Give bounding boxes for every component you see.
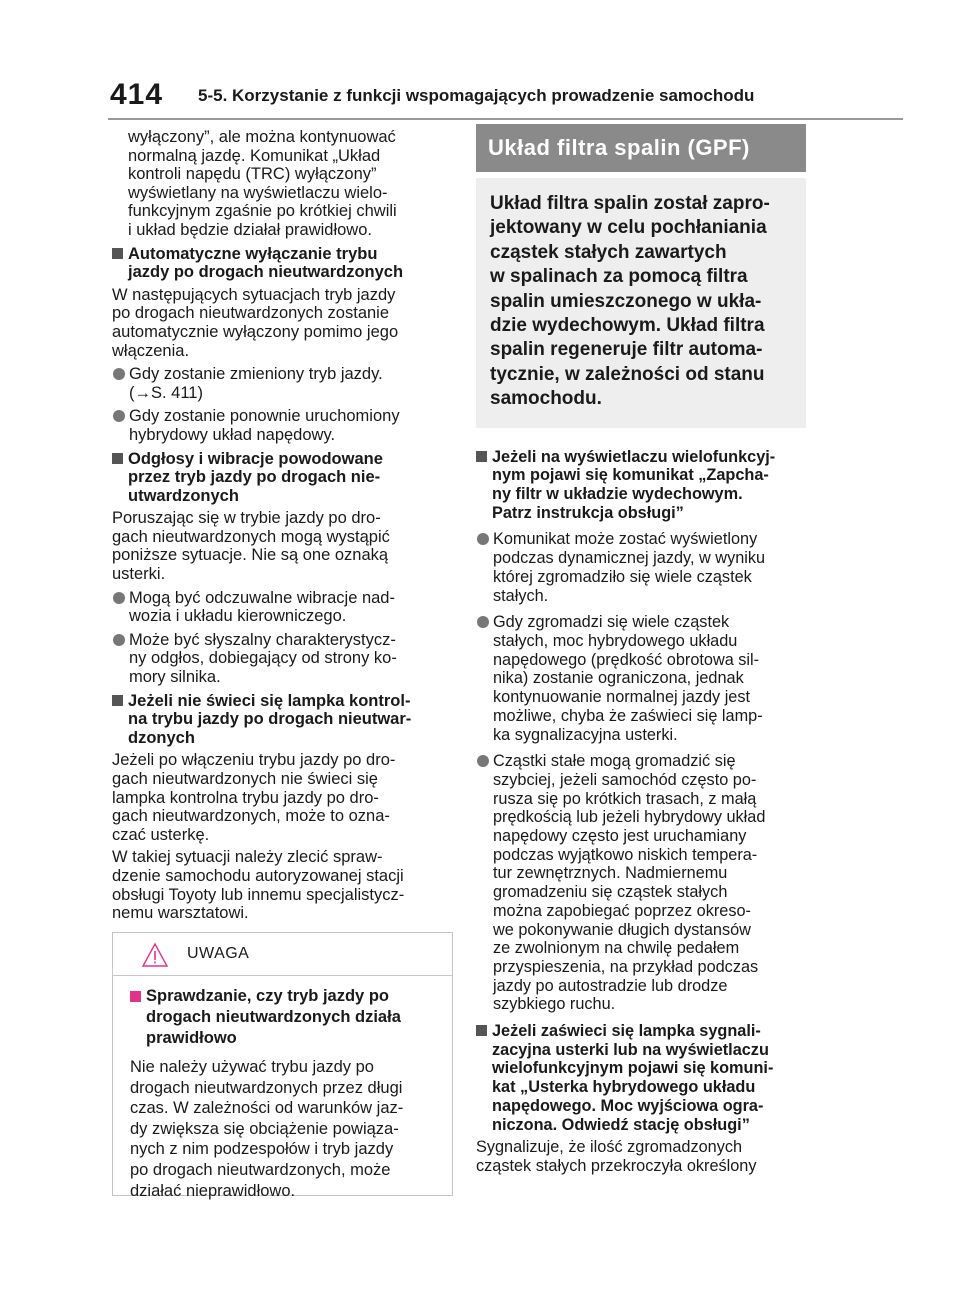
bullet-vibration: Mogą być odczuwalne wibracje nad- wozia i układu kierowniczego.: [112, 589, 457, 626]
heading-indicator-off: Jeżeli nie świeci się lampka kontrol- na trybu jazdy po drogach nieutwar- dzonych: [112, 692, 457, 748]
round-bullet-icon: [477, 616, 489, 628]
bullet-dynamic-driving: Komunikat może zostać wyświetlony podczas dynamicznej jazdy, w wyniku której zgromadziło się wiele cząstek stałych.: [476, 530, 806, 605]
paragraph-service: W takiej sytuacji należy zlecić spraw- dzenie samochodu autoryzowanej stacji obsługi Toyoty lub innemu specjalistycz- nemu warsztatowi.: [112, 848, 405, 923]
square-bullet-icon: [112, 695, 123, 706]
heading-auto-off: Automatyczne wyłączanie trybu jazdy po drogach nieutwardzonych: [112, 245, 457, 282]
paragraph-noise-vibration: Poruszając się w trybie jazdy po dro- gach nieutwardzonych mogą wystąpić poniższe sytuacje. Nie są one oznaką usterki.: [112, 509, 390, 584]
paragraph-indicator-off: Jeżeli po włączeniu trybu jazdy po dro- gach nieutwardzonych nie świeci się lampka kontrolna trybu jazdy po dro- gach nieutwardzonych, może to ozna- czać usterkę.: [112, 751, 396, 844]
warning-heading: Sprawdzanie, czy tryb jazdy po drogach nieutwardzonych działa prawidłowo: [130, 986, 437, 1049]
bullet-engine-noise: Może być słyszalny charakterystycz- ny odgłos, dobiegający od strony ko- mory silnika.: [112, 631, 457, 687]
round-bullet-icon: [113, 592, 125, 604]
round-bullet-icon: [113, 410, 125, 422]
gpf-details: [476, 448, 806, 1176]
page-number: 414: [110, 78, 164, 111]
heading-malfunction-lamp: Jeżeli zaświeci się lampka sygnali- zacyjna usterki lub na wyświetlaczu wielofunkcyjnym pojawi się komuni- kat „Usterka hybrydowego układu napędowego. Moc wyjściowa ogra- niczona. Odwiedź stację obsługi”: [476, 1022, 806, 1134]
warning-text: Nie należy używać trybu jazdy po drogach nieutwardzonych przez długi czas. W zależności od warunków jaz- dy zwiększa się obciążenie powiąza- nych z nim podzespołów i tryb jazdy po drogach nieutwardzonych, może działać nieprawidłowo.: [130, 1058, 404, 1200]
page-header: [108, 78, 903, 120]
bullet-particles-accumulate: Cząstki stałe mogą gromadzić się szybciej, jeżeli samochód często po- rusza się po krótkich trasach, z małą prędkością lub jeżeli hybrydowy układ napędowy często jest uruchamiany podczas wyjątkowo niskich tempera- tur zewnętrznych. Nadmiernemu gromadzeniu się cząstek stałych można zapobiegać poprzez okreso- we pokonywanie długich dystansów ze zwolnionym na chwilę pedałem przyspieszenia, na przykład podczas jazdy po autostradzie lub drodze szybkiego ruchu.: [476, 752, 806, 1014]
bullet-restart: Gdy zostanie ponownie uruchomiony hybrydowy układ napędowy.: [112, 407, 457, 444]
intro-paragraph: wyłączony”, ale można kontynuować normalną jazdę. Komunikat „Układ kontroli napędu (TRC) wyłączony” wyświetlany na wyświetlaczu wielo- funkcyjnym zgaśnie po krótkiej chwili i układ będzie działał prawidłowo.: [128, 128, 397, 239]
square-bullet-icon: [476, 1025, 487, 1036]
square-bullet-icon: [130, 991, 141, 1002]
heading-filter-clogged: Jeżeli na wyświetlaczu wielofunkcyj- nym pojawi się komunikat „Zapcha- ny filtr w układzie wydechowym. Patrz instrukcja obsługi”: [476, 448, 806, 523]
section-banner: Układ filtra spalin (GPF): [476, 124, 806, 172]
summary-box: Układ filtra spalin został zapro- jektowany w celu pochłaniania cząstek stałych zawartych w spalinach za pomocą filtra spalin umieszczonego w ukła- dzie wydechowym. Układ filtra spalin regeneruje filtr automa- tycznie, w zależności od stanu samochodu.: [476, 178, 806, 428]
square-bullet-icon: [112, 453, 123, 464]
warning-header: [113, 933, 452, 976]
chapter-title: 5-5. Korzystanie z funkcji wspomagających prowadzenie samochodu: [198, 86, 755, 105]
bullet-mode-change: Gdy zostanie zmieniony tryb jazdy. (→S. 411): [112, 365, 457, 402]
left-column: [112, 128, 457, 923]
warning-box: [112, 932, 453, 1200]
round-bullet-icon: [477, 533, 489, 545]
round-bullet-icon: [113, 368, 125, 380]
warning-body: [113, 976, 452, 1201]
warning-title: UWAGA: [187, 945, 250, 962]
square-bullet-icon: [476, 451, 487, 462]
paragraph-auto-off: W następujących sytuacjach tryb jazdy po drogach nieutwardzonych zostanie automatycznie wyłączony pomimo jego włączenia.: [112, 285, 399, 360]
round-bullet-icon: [477, 755, 489, 767]
right-column: [476, 124, 806, 1175]
paragraph-malfunction: Sygnalizuje, że ilość zgromadzonych cząstek stałych przekroczyła określony: [476, 1138, 757, 1175]
round-bullet-icon: [113, 634, 125, 646]
heading-noise-vibration: Odgłosy i wibracje powodowane przez tryb jazdy po drogach nie- utwardzonych: [112, 450, 457, 506]
bullet-power-limited: Gdy zgromadzi się wiele cząstek stałych, moc hybrydowego układu napędowego (prędkość obrotowa sil- nika) zostanie ograniczona, jednak kontynuowanie normalnej jazdy jest możliwe, chyba że zaświeci się lamp- ka sygnalizacyjna usterki.: [476, 613, 806, 744]
warning-triangle-icon: [141, 942, 169, 968]
square-bullet-icon: [112, 248, 123, 259]
